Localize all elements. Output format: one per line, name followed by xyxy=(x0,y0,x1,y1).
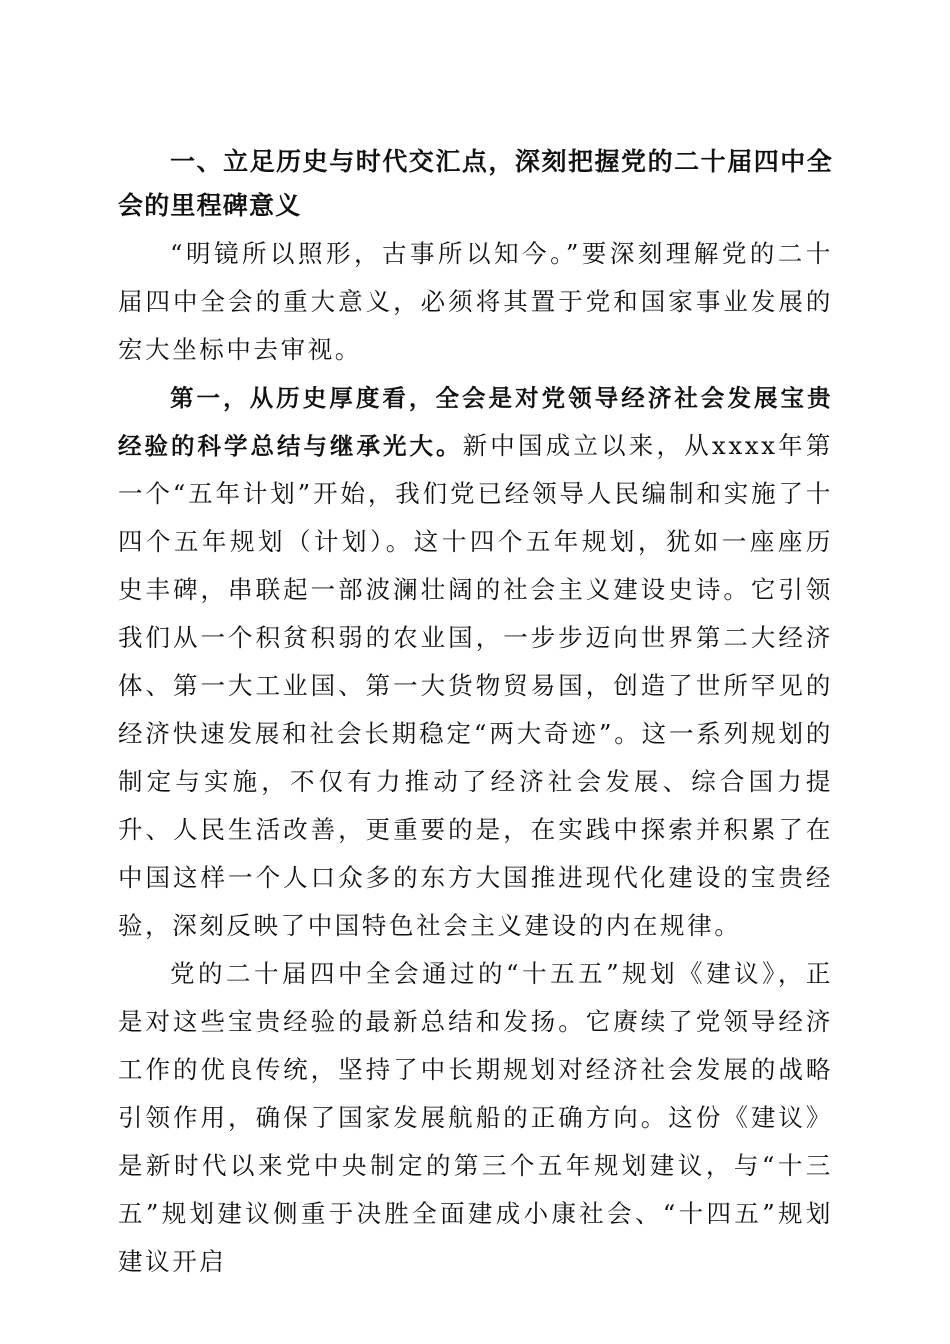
paragraph-first-point xyxy=(118,374,833,950)
paragraph-plan-proposal xyxy=(118,950,833,1286)
section-heading: 一、立足历史与时代交汇点，深刻把握党的二十届四中全会的里程碑意义 xyxy=(118,147,833,220)
document-body xyxy=(118,140,833,1286)
paragraph-text: 党的二十届四中全会通过的“十五五”规划《建议》，正是对这些宝贵经验的最新总结和发扬。它赓续了党领导经济工作的优良传统，坚持了中长期规划对经济社会发展的战略引领作用，确保了国家发展航船的正确方向。这份《建议》是新时代以来党中央制定的第三个五年规划建议，与“十三五”规划建议侧重于决胜全面建成小康社会、“十四五”规划建议开启 xyxy=(118,959,833,1276)
paragraph-lead: 第一，从历史厚度看，全会是对党领导经济社会发展宝贵经验的科学总结与继承光大。 xyxy=(118,384,833,460)
paragraph-text: “明镜所以照形，古事所以知今。”要深刻理解党的二十届四中全会的重大意义，必须将其置于党和国家事业发展的宏大坐标中去审视。 xyxy=(118,239,833,364)
paragraph-intro xyxy=(118,230,833,374)
paragraph-text: 新中国成立以来，从xxxx年第一个“五年计划”开始，我们党已经领导人民编制和实施了十四个五年规划（计划）。这十四个五年规划，犹如一座座历史丰碑，串联起一部波澜壮阔的社会主义建设史诗。它引领我们从一个积贫积弱的农业国，一步步迈向世界第二大经济体、第一大工业国、第一大货物贸易国，创造了世所罕见的经济快速发展和社会长期稳定“两大奇迹”。这一系列规划的制定与实施，不仅有力推动了经济社会发展、综合国力提升、人民生活改善，更重要的是，在实践中探索并积累了在中国这样一个人口众多的东方大国推进现代化建设的宝贵经验，深刻反映了中国特色社会主义建设的内在规律。 xyxy=(118,431,833,940)
